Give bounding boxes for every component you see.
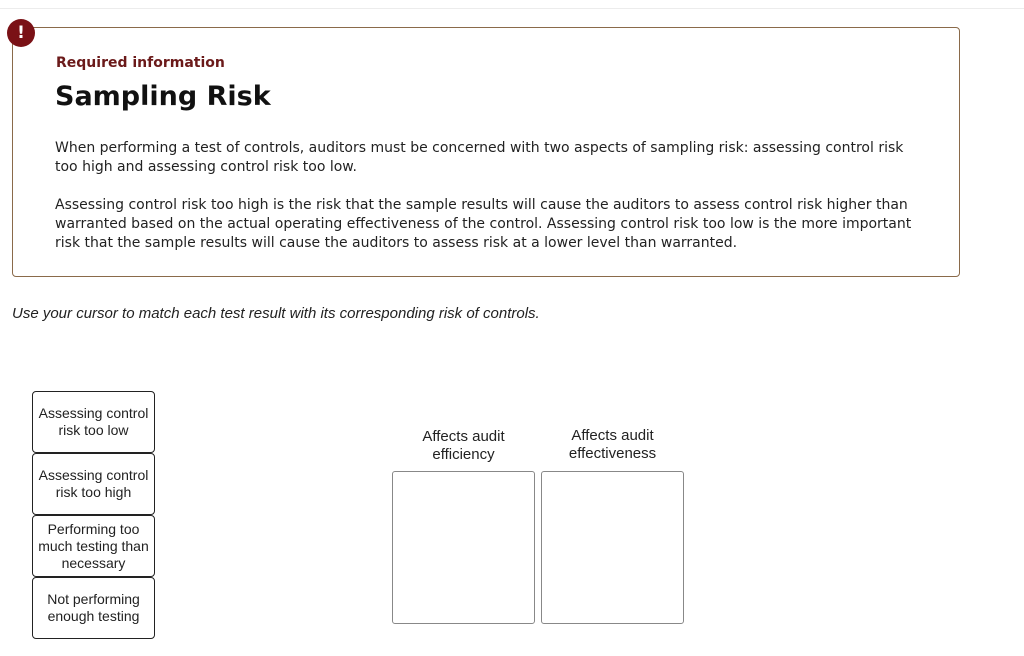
drag-item-too-much-testing[interactable]: Performing too much testing than necessary: [32, 515, 155, 577]
drop-zone-label-effectiveness: Affects audit effectiveness: [568, 427, 657, 462]
drop-zone-label-efficiency: Affects audit efficiency: [422, 428, 505, 463]
info-paragraph-1: When performing a test of controls, auditors must be concerned with two aspects of sampling risk: assessing control risk too high and assessing control risk too low.: [55, 140, 904, 175]
drag-item-control-risk-too-high[interactable]: Assessing control risk too high: [32, 453, 155, 515]
exclamation-icon: !: [7, 19, 35, 47]
page-title: Sampling Risk: [55, 81, 271, 112]
top-divider: [0, 8, 1024, 9]
drag-item-control-risk-too-low[interactable]: Assessing control risk too low: [32, 391, 155, 453]
drop-zone-efficiency[interactable]: [392, 471, 535, 624]
required-information-label: Required information: [56, 55, 225, 71]
info-paragraph-2: Assessing control risk too high is the risk that the sample results will cause the auditors to assess control risk higher than warranted based on the actual operating effectiveness of the control. Assessing control risk too low is the more important risk that the sample results will cause the auditors to assess risk at a lower level than warranted.: [55, 197, 912, 251]
drag-item-not-enough-testing[interactable]: Not performing enough testing: [32, 577, 155, 639]
instruction-text: Use your cursor to match each test result with its corresponding risk of controls.: [12, 305, 540, 322]
drop-zone-effectiveness[interactable]: [541, 471, 684, 624]
required-info-panel: [12, 27, 960, 277]
